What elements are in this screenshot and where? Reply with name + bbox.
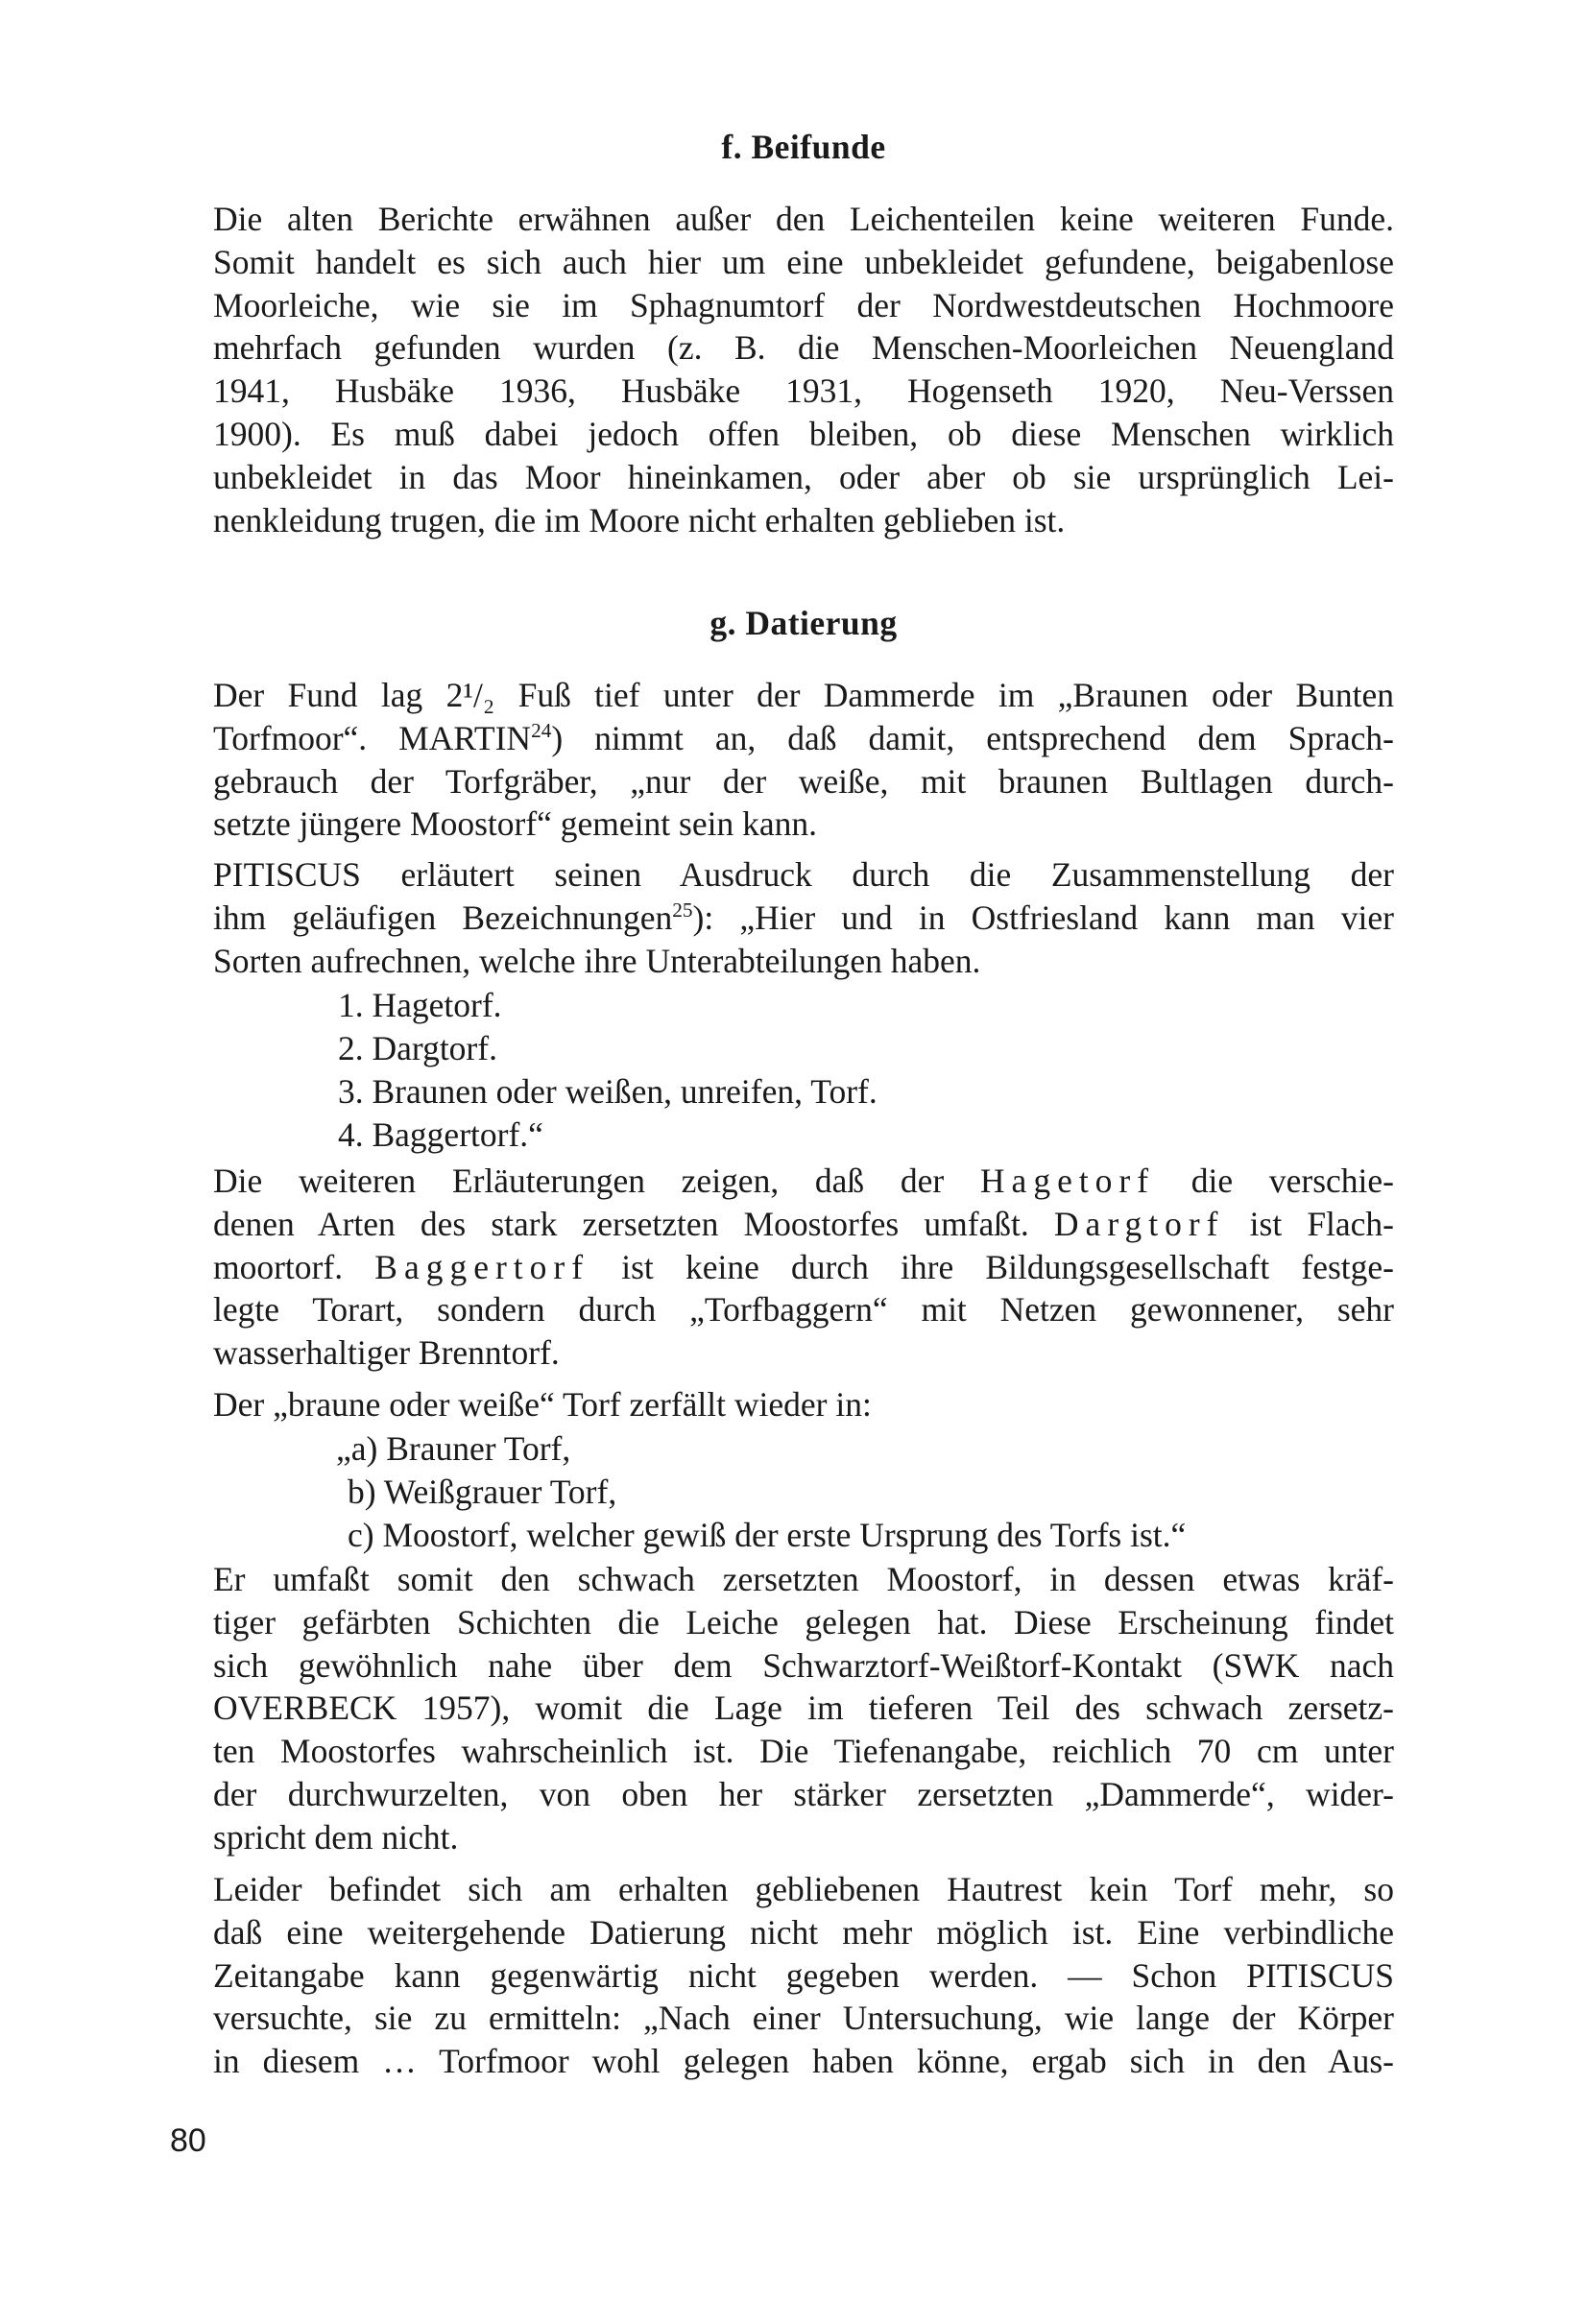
- emphasis-baggertorf: Baggertorf: [374, 1247, 590, 1286]
- text-line: nenkleidung trugen, die im Moore nicht erhalten geblieben ist.: [213, 500, 1066, 539]
- text-span: ist keine durch ihre Bildungsgesellschaft festge-: [589, 1247, 1394, 1286]
- text-line: ten Moostorfes wahrscheinlich ist. Die Tiefenangabe, reichlich 70 cm unter: [213, 1732, 1394, 1771]
- text-span: ihm geläufigen Bezeichnungen: [213, 898, 673, 937]
- list-item: 1. Hagetorf.: [338, 986, 502, 1024]
- text-line: 1900). Es muß dabei jedoch offen bleiben, ob diese Menschen wirklich: [213, 414, 1394, 453]
- text-line: legte Torart, sondern durch „Torfbaggern“ mit Netzen gewonnener, sehr: [213, 1290, 1394, 1330]
- text-span: ): „Hier und in Ostfriesland kann man vier: [692, 898, 1394, 937]
- text-span: Die weiteren Erläuterungen zeigen, daß der: [213, 1162, 980, 1200]
- text-line: sich gewöhnlich nahe über dem Schwarztorf-Weißtorf-Kontakt (SWK nach: [213, 1645, 1394, 1685]
- footnote-ref: 24: [531, 718, 552, 742]
- text-line: unbekleidet in das Moor hineinkamen, oder aber ob sie ursprünglich Lei-: [213, 457, 1394, 496]
- text-span: moortorf.: [213, 1247, 375, 1286]
- footnote-ref: 25: [672, 898, 693, 922]
- text-span: Torfmoor“. MARTIN: [213, 718, 532, 757]
- text-line: Leider befindet sich am erhalten gebliebenen Hautrest kein Torf mehr, so: [213, 1870, 1394, 1908]
- text-line: Er umfaßt somit den schwach zersetzten Moostorf, in dessen etwas kräf-: [213, 1560, 1394, 1598]
- sublist-item: b) Weißgrauer Torf,: [348, 1473, 617, 1511]
- list-item: 3. Braunen oder weißen, unreifen, Torf.: [338, 1072, 878, 1111]
- text-line: tiger gefärbten Schichten die Leiche gelegen hat. Diese Erscheinung findet: [213, 1602, 1394, 1641]
- paragraph-datierung-4: [213, 1383, 1394, 1426]
- text-line: [213, 1203, 1394, 1246]
- text-line: [213, 717, 1394, 760]
- text-line: Moorleiche, wie sie im Sphagnumtorf der Nordwestdeutschen Hochmoore: [213, 285, 1394, 324]
- text-line: Der „braune oder weiße“ Torf zerfällt wieder in:: [213, 1385, 872, 1424]
- text-span: die verschie-: [1155, 1162, 1394, 1200]
- paragraph-datierung-1: [213, 674, 1394, 846]
- text-line: wasserhaltiger Brenntorf.: [213, 1333, 560, 1373]
- text-line: Sorten aufrechnen, welche ihre Unterabteilungen haben.: [213, 941, 981, 980]
- text-line: setzte jüngere Moostorf“ gemeint sein kann.: [213, 804, 817, 844]
- text-line: der durchwurzelten, von oben her stärker zersetzten „Dammerde“, wider-: [213, 1774, 1394, 1813]
- paragraph-datierung-2: [213, 853, 1394, 982]
- sublist-item: c) Moostorf, welcher gewiß der erste Ursprung des Torfs ist.“: [348, 1516, 1187, 1554]
- page-number: 80: [170, 2122, 206, 2159]
- text-line: versuchte, sie zu ermitteln: „Nach einer Untersuchung, wie lange der Körper: [213, 1999, 1394, 2038]
- text-span: ist Flach-: [1224, 1204, 1395, 1243]
- text-line: [213, 1160, 1394, 1203]
- text-line: spricht dem nicht.: [213, 1817, 459, 1857]
- text-line: Der Fund lag 2¹/₂ Fuß tief unter der Dammerde im „Braunen oder Bunten: [213, 676, 1394, 714]
- sublist-item: „a) Brauner Torf,: [336, 1429, 571, 1468]
- text-line: in diesem … Torfmoor wohl gelegen haben könne, ergab sich in den Aus-: [213, 2042, 1394, 2081]
- text-line: PITISCUS erläutert seinen Ausdruck durch die Zusammenstellung der: [213, 855, 1394, 894]
- text-line: mehrfach gefunden wurden (z. B. die Menschen-Moorleichen Neuengland: [213, 328, 1394, 368]
- paragraph-datierung-5: [213, 1558, 1394, 1859]
- emphasis-dargtorf: Dargtorf: [1053, 1204, 1225, 1243]
- list-item: 2. Dargtorf.: [338, 1029, 497, 1067]
- text-line: gebrauch der Torfgräber, „nur der weiße, mit braunen Bultlagen durch-: [213, 761, 1394, 801]
- text-line: Somit handelt es sich auch hier um eine unbekleidet gefundene, beigabenlose: [213, 242, 1394, 281]
- text-line: 1941, Husbäke 1936, Husbäke 1931, Hogenseth 1920, Neu-Verssen: [213, 371, 1394, 411]
- text-span: ) nimmt an, daß damit, entsprechend dem Sprach-: [551, 718, 1394, 757]
- paragraph-beifunde: [213, 198, 1394, 541]
- section-heading-datierung: g. Datierung: [709, 604, 898, 642]
- text-line: OVERBECK 1957), womit die Lage im tieferen Teil des schwach zersetz-: [213, 1689, 1394, 1728]
- emphasis-hagetorf: Hagetorf: [979, 1162, 1156, 1200]
- paragraph-datierung-6: [213, 1868, 1394, 2083]
- section-heading-beifunde: f. Beifunde: [721, 128, 886, 166]
- text-line: Zeitangabe kann gegenwärtig nicht gegeben werden. — Schon PITISCUS: [213, 1955, 1394, 1995]
- paragraph-datierung-3: [213, 1160, 1394, 1375]
- text-line: [213, 897, 1394, 940]
- text-line: [213, 1246, 1394, 1289]
- text-line: Die alten Berichte erwähnen außer den Leichenteilen keine weiteren Funde.: [213, 200, 1394, 238]
- text-line: daß eine weitergehende Datierung nicht mehr möglich ist. Eine verbindliche: [213, 1912, 1394, 1952]
- list-item: 4. Baggertorf.“: [338, 1115, 543, 1154]
- text-span: denen Arten des stark zersetzten Moostorfes umfaßt.: [213, 1204, 1054, 1243]
